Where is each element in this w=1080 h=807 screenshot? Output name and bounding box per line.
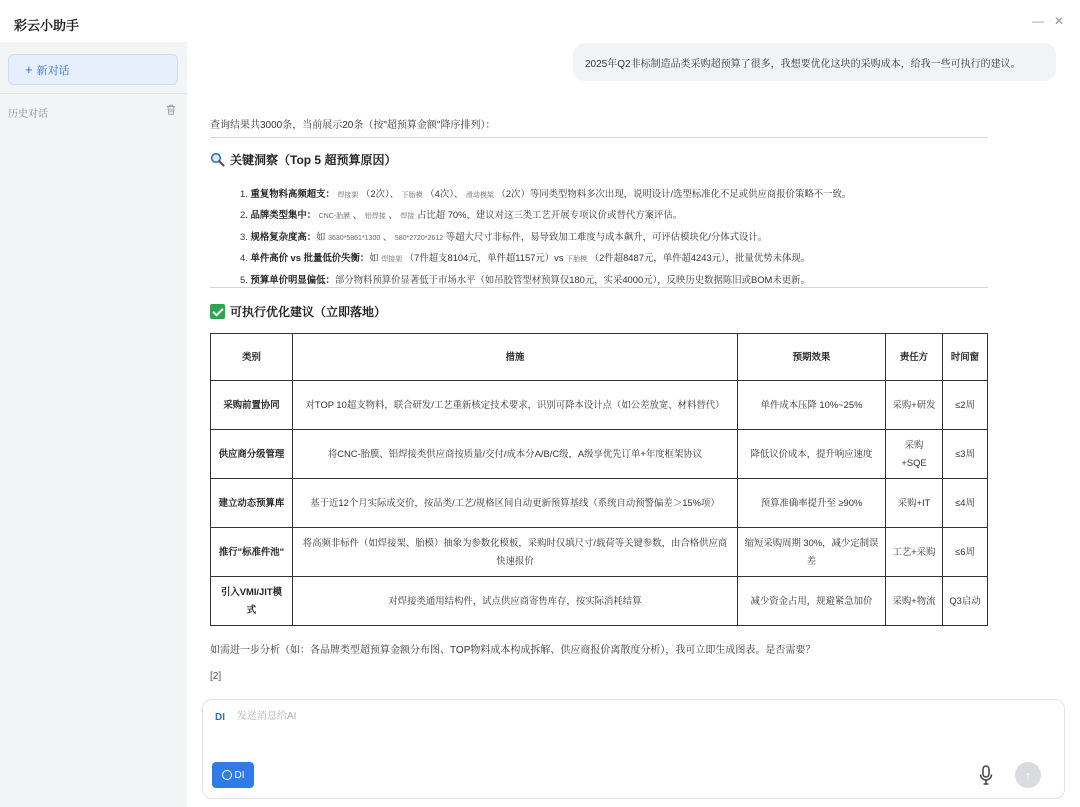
insight-text: 如	[369, 252, 382, 264]
insight-text: （2件超8487元，单件超4243元），批量优势未体现。	[587, 252, 811, 264]
cell-owner: 工艺+采购	[886, 528, 943, 577]
cell-effect: 单件成本压降 10%~25%	[738, 381, 886, 430]
inline-term: 焊接架	[381, 256, 403, 264]
inline-term: 铝焊接	[364, 213, 386, 221]
microphone-icon[interactable]	[979, 765, 993, 785]
insight-heading: 规格复杂度高：	[250, 230, 317, 242]
cell-owner: 采购+研发	[886, 381, 943, 430]
insight-text: 如	[316, 230, 329, 242]
checkmark-icon	[210, 304, 225, 319]
result-summary: 查询结果共3000条，当前展示20条（按"超预算金额"降序排列）：	[210, 120, 496, 131]
user-message-text: 2025年Q2非标制造品类采购超预算了很多，我想要优化这块的采购成本，给我一些可执行的建议。	[585, 58, 1021, 70]
insights-title: 关键洞察（Top 5 超预算原因）	[230, 153, 397, 167]
cell-category: 推行"标准件池"	[211, 528, 293, 577]
insight-text: 、	[350, 209, 365, 221]
divider	[210, 287, 988, 288]
app-title: 彩云小助手	[14, 18, 80, 33]
insight-heading: 重复物料高频超支：	[250, 188, 335, 199]
plus-icon: +	[25, 62, 33, 77]
magnifier-icon	[210, 152, 225, 167]
cell-effect: 预算准确率提升至 ≥90%	[738, 479, 886, 528]
cell-timeframe: ≤3周	[943, 430, 988, 479]
insight-text: （4次）、	[422, 188, 466, 199]
di-button-label: DI	[234, 769, 245, 781]
message-composer	[202, 699, 1065, 799]
user-message-bubble	[573, 43, 1056, 81]
insight-item	[240, 184, 1000, 205]
cell-category: 采购前置协同	[211, 381, 293, 430]
cell-category: 供应商分级管理	[211, 430, 293, 479]
cell-category: 引入VMI/JIT模式	[211, 577, 293, 626]
insight-item	[240, 205, 1000, 226]
insight-text: （2次）、	[358, 188, 402, 199]
insight-text: （2次）等同类型物料多次出现，说明设计/选型标准化不足或供应商报价策略不一致。	[493, 188, 852, 199]
inline-term: 下胎模	[401, 192, 423, 199]
cell-owner: 采购+SQE	[886, 430, 943, 479]
cell-effect: 减少资金占用，规避紧急加价	[738, 577, 886, 626]
cell-timeframe: ≤6周	[943, 528, 988, 577]
cell-owner: 采购+IT	[886, 479, 943, 528]
insight-heading: 单件高价 vs 批量低价失衡：	[250, 252, 370, 264]
header-owner: 责任方	[886, 334, 943, 381]
insight-text: 、	[380, 230, 395, 242]
insight-heading: 预算单价明显偏低：	[250, 273, 335, 285]
cell-measure: 基于近12个月实际成交价，按品类/工艺/规格区间自动更新预算基线（系统自动预警偏差＞15%项）	[293, 479, 738, 528]
inline-term: 滑动模架	[465, 192, 494, 199]
table-row	[211, 479, 988, 528]
header-timeframe: 时间窗	[943, 334, 988, 381]
insight-text: 、	[385, 209, 401, 221]
cell-timeframe: ≤4周	[943, 479, 988, 528]
inline-term: CNC-胎膜	[318, 213, 351, 221]
inline-term: 焊接	[400, 213, 415, 221]
table-header-row	[211, 334, 988, 381]
cell-measure: 对焊接类通用结构件，试点供应商寄售库存，按实际消耗结算	[293, 577, 738, 626]
insight-number: 2.	[240, 209, 248, 221]
title-bar	[0, 0, 1080, 42]
inline-term: 3630*5861*1300	[328, 234, 381, 242]
inline-term: 焊接架	[337, 192, 359, 199]
insight-number: 1.	[240, 188, 248, 199]
inline-term: 下胎模	[566, 256, 588, 264]
insights-list	[240, 184, 1000, 289]
insight-item	[240, 227, 1000, 248]
insight-number: 4.	[240, 252, 248, 264]
close-icon[interactable]: ✕	[1053, 14, 1064, 28]
table-row	[211, 577, 988, 626]
send-button[interactable]: ↑	[1015, 762, 1041, 788]
cell-owner: 采购+物流	[886, 577, 943, 626]
header-measure: 措施	[293, 334, 738, 381]
followup-text: 如需进一步分析（如：各品牌类型超预算金额分布图、TOP物料成本构成拆解、供应商报价离散度分析），我可立即生成图表。是否需要？	[210, 645, 816, 656]
cell-measure: 将高频非标件（如焊接架、胎模）抽象为参数化模板，采购时仅填尺寸/载荷等关键参数，由合格供应商快速报价	[293, 528, 738, 577]
cell-effect: 缩短采购周期 30%，减少定制误差	[738, 528, 886, 577]
insight-number: 5.	[240, 273, 248, 285]
plan-heading	[210, 303, 386, 320]
insight-heading: 品牌类型集中：	[250, 209, 317, 221]
citation-link[interactable]: [2]	[210, 671, 222, 682]
sidebar	[0, 42, 187, 807]
cell-measure: 对TOP 10超支物料，联合研发/工艺重新核定技术要求，识别可降本设计点（如公差放宽、材料替代）	[293, 381, 738, 430]
plan-title: 可执行优化建议（立即落地）	[230, 305, 387, 319]
message-input[interactable]	[237, 706, 937, 726]
insight-text: 等超大尺寸非标件，易导致加工难度与成本飙升，可评估模块化/分体式设计。	[443, 230, 768, 242]
trash-icon[interactable]	[166, 104, 176, 115]
insight-text: 占比超 70%，建议对这三类工艺开展专项议价或替代方案评估。	[414, 209, 683, 221]
new-chat-button[interactable]	[8, 54, 178, 85]
insights-heading	[210, 151, 396, 168]
table-row	[211, 430, 988, 479]
cell-effect: 降低议价成本，提升响应速度	[738, 430, 886, 479]
minimize-icon[interactable]: —	[1032, 14, 1044, 28]
inline-term: 580*2720*2612	[394, 234, 444, 242]
cell-measure: 将CNC-胎膜、铝焊接类供应商按质量/交付/成本分A/B/C级，A级享优先订单+年度框架协议	[293, 430, 738, 479]
cell-timeframe: Q3启动	[943, 577, 988, 626]
di-icon	[222, 770, 232, 780]
cell-category: 建立动态预算库	[211, 479, 293, 528]
header-effect: 预期效果	[738, 334, 886, 381]
new-chat-label: 新对话	[36, 64, 70, 77]
cell-timeframe: ≤2周	[943, 381, 988, 430]
insight-text: （7件超支8104元，单件超1157元）vs	[402, 252, 567, 264]
insight-text: 部分物料预算价显著低于市场水平（如吊胶管型材预算仅180元，实采4000元），反映历史数据陈旧或BOM未更新。	[334, 273, 810, 285]
plan-table	[210, 333, 988, 626]
di-mode-button[interactable]	[212, 762, 254, 788]
table-row	[211, 528, 988, 577]
insight-item	[240, 248, 1000, 269]
header-category: 类别	[211, 334, 293, 381]
divider	[210, 137, 988, 138]
table-row	[211, 381, 988, 430]
di-tag: DI	[215, 712, 225, 723]
insight-number: 3.	[240, 230, 248, 242]
sidebar-divider	[0, 93, 187, 94]
history-title: 历史对话	[8, 109, 48, 120]
